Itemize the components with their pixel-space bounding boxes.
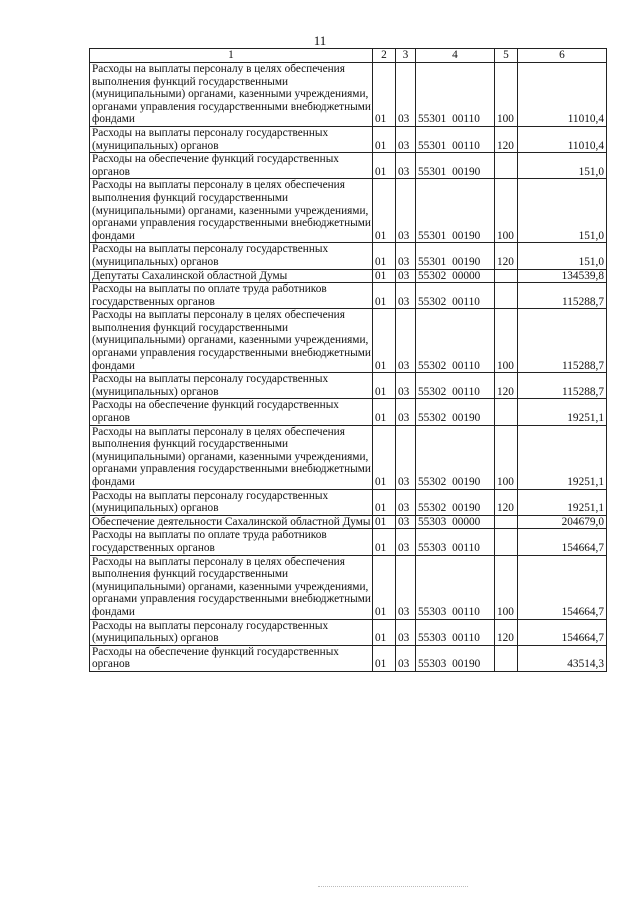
col-header-1: 1 xyxy=(90,49,373,63)
table-row xyxy=(90,373,607,399)
cell-c4: 55301 00190 xyxy=(416,153,495,179)
col-header-5: 5 xyxy=(495,49,518,63)
header-row xyxy=(90,49,607,63)
cell-c3: 03 xyxy=(396,309,416,373)
table-row xyxy=(90,126,607,152)
cell-c2: 01 xyxy=(373,373,396,399)
cell-c6: 115288,7 xyxy=(518,309,607,373)
cell-c5: 120 xyxy=(495,373,518,399)
cell-c5 xyxy=(495,399,518,425)
table-row xyxy=(90,489,607,515)
cell-c2: 01 xyxy=(373,309,396,373)
cell-name: Расходы на обеспечение функций государственных органов xyxy=(90,399,373,425)
cell-c4: 55302 00190 xyxy=(416,399,495,425)
cell-c2: 01 xyxy=(373,515,396,529)
cell-name: Расходы на выплаты персоналу государственных (муниципальных) органов xyxy=(90,126,373,152)
cell-name: Расходы на обеспечение функций государственных органов xyxy=(90,153,373,179)
cell-c3: 03 xyxy=(396,515,416,529)
cell-c6: 204679,0 xyxy=(518,515,607,529)
cell-c4: 55303 00190 xyxy=(416,645,495,671)
cell-c6: 151,0 xyxy=(518,243,607,269)
cell-c5 xyxy=(495,283,518,309)
cell-c3: 03 xyxy=(396,555,416,619)
cell-c3: 03 xyxy=(396,529,416,555)
cell-c6: 11010,4 xyxy=(518,126,607,152)
cell-name: Депутаты Сахалинской областной Думы xyxy=(90,269,373,283)
table-row xyxy=(90,529,607,555)
cell-c2: 01 xyxy=(373,529,396,555)
cell-c2: 01 xyxy=(373,555,396,619)
cell-c2: 01 xyxy=(373,243,396,269)
cell-c4: 55302 00110 xyxy=(416,283,495,309)
cell-name: Расходы на выплаты по оплате труда работников государственных органов xyxy=(90,529,373,555)
cell-c5: 100 xyxy=(495,63,518,127)
cell-c3: 03 xyxy=(396,425,416,489)
cell-name: Расходы на выплаты персоналу государственных (муниципальных) органов xyxy=(90,243,373,269)
cell-c6: 151,0 xyxy=(518,153,607,179)
cell-c4: 55301 00110 xyxy=(416,63,495,127)
cell-c3: 03 xyxy=(396,179,416,243)
budget-table xyxy=(89,48,607,672)
cell-c2: 01 xyxy=(373,179,396,243)
cell-c6: 115288,7 xyxy=(518,373,607,399)
cell-c2: 01 xyxy=(373,126,396,152)
cell-c5: 120 xyxy=(495,619,518,645)
cell-name: Расходы на выплаты по оплате труда работников государственных органов xyxy=(90,283,373,309)
cell-c6: 19251,1 xyxy=(518,425,607,489)
table-row xyxy=(90,645,607,671)
cell-c4: 55301 00110 xyxy=(416,126,495,152)
cell-c4: 55301 00190 xyxy=(416,179,495,243)
table-row xyxy=(90,619,607,645)
cell-c3: 03 xyxy=(396,645,416,671)
cell-c3: 03 xyxy=(396,63,416,127)
cell-c6: 134539,8 xyxy=(518,269,607,283)
cell-name: Расходы на выплаты персоналу в целях обеспечения выполнения функций государственными (муниципальными) органами, казенными учреждениями, органами управления государственными внебюджетными фондами xyxy=(90,425,373,489)
cell-c3: 03 xyxy=(396,373,416,399)
table-row xyxy=(90,153,607,179)
cell-c4: 55303 00000 xyxy=(416,515,495,529)
cell-name: Расходы на выплаты персоналу государственных (муниципальных) органов xyxy=(90,489,373,515)
cell-c2: 01 xyxy=(373,283,396,309)
cell-c5: 100 xyxy=(495,555,518,619)
cell-c4: 55302 00110 xyxy=(416,309,495,373)
cell-c5 xyxy=(495,529,518,555)
cell-name: Обеспечение деятельности Сахалинской областной Думы xyxy=(90,515,373,529)
cell-c6: 115288,7 xyxy=(518,283,607,309)
cell-c4: 55302 00190 xyxy=(416,489,495,515)
table-row xyxy=(90,425,607,489)
cell-name: Расходы на выплаты персоналу в целях обеспечения выполнения функций государственными (муниципальными) органами, казенными учреждениями, органами управления государственными внебюджетными фондами xyxy=(90,309,373,373)
cell-c5: 100 xyxy=(495,179,518,243)
table-row xyxy=(90,515,607,529)
col-header-4: 4 xyxy=(416,49,495,63)
cell-c4: 55303 00110 xyxy=(416,619,495,645)
table-row xyxy=(90,399,607,425)
cell-c4: 55302 00000 xyxy=(416,269,495,283)
col-header-3: 3 xyxy=(396,49,416,63)
col-header-2: 2 xyxy=(373,49,396,63)
cell-c4: 55303 00110 xyxy=(416,555,495,619)
table-row xyxy=(90,555,607,619)
cell-c2: 01 xyxy=(373,489,396,515)
cell-name: Расходы на выплаты персоналу государственных (муниципальных) органов xyxy=(90,373,373,399)
cell-c6: 19251,1 xyxy=(518,399,607,425)
cell-c5 xyxy=(495,515,518,529)
cell-c5 xyxy=(495,153,518,179)
cell-c4: 55302 00190 xyxy=(416,425,495,489)
cell-c6: 151,0 xyxy=(518,179,607,243)
cell-name: Расходы на выплаты персоналу в целях обеспечения выполнения функций государственными (муниципальными) органами, казенными учреждениями, органами управления государственными внебюджетными фондами xyxy=(90,179,373,243)
cell-c2: 01 xyxy=(373,619,396,645)
cell-c5: 120 xyxy=(495,243,518,269)
cell-name: Расходы на выплаты персоналу государственных (муниципальных) органов xyxy=(90,619,373,645)
cell-c2: 01 xyxy=(373,645,396,671)
cell-c5: 120 xyxy=(495,489,518,515)
cell-name: Расходы на выплаты персоналу в целях обеспечения выполнения функций государственными (муниципальными) органами, казенными учреждениями, органами управления государственными внебюджетными фондами xyxy=(90,63,373,127)
cell-c6: 154664,7 xyxy=(518,555,607,619)
cell-c6: 43514,3 xyxy=(518,645,607,671)
cell-c5: 120 xyxy=(495,126,518,152)
cell-c6: 19251,1 xyxy=(518,489,607,515)
cell-c2: 01 xyxy=(373,399,396,425)
table-row xyxy=(90,283,607,309)
col-header-6: 6 xyxy=(518,49,607,63)
table-row xyxy=(90,179,607,243)
cell-c3: 03 xyxy=(396,269,416,283)
cell-c3: 03 xyxy=(396,243,416,269)
cell-c2: 01 xyxy=(373,425,396,489)
cell-c3: 03 xyxy=(396,489,416,515)
cell-c3: 03 xyxy=(396,399,416,425)
cell-c5 xyxy=(495,645,518,671)
cell-c4: 55303 00110 xyxy=(416,529,495,555)
cell-c2: 01 xyxy=(373,63,396,127)
cell-c6: 11010,4 xyxy=(518,63,607,127)
cell-c4: 55302 00110 xyxy=(416,373,495,399)
cell-c3: 03 xyxy=(396,619,416,645)
cell-c6: 154664,7 xyxy=(518,529,607,555)
cell-c4: 55301 00190 xyxy=(416,243,495,269)
cell-c3: 03 xyxy=(396,153,416,179)
cell-c5: 100 xyxy=(495,309,518,373)
cell-c2: 01 xyxy=(373,153,396,179)
table-row xyxy=(90,243,607,269)
table-row xyxy=(90,309,607,373)
cell-c6: 154664,7 xyxy=(518,619,607,645)
table-row xyxy=(90,269,607,283)
cell-c5 xyxy=(495,269,518,283)
cell-c5: 100 xyxy=(495,425,518,489)
table-row xyxy=(90,63,607,127)
cell-name: Расходы на выплаты персоналу в целях обеспечения выполнения функций государственными (муниципальными) органами, казенными учреждениями, органами управления государственными внебюджетными фондами xyxy=(90,555,373,619)
cell-c2: 01 xyxy=(373,269,396,283)
cell-c3: 03 xyxy=(396,283,416,309)
page-number: 11 xyxy=(313,33,327,48)
cell-name: Расходы на обеспечение функций государственных органов xyxy=(90,645,373,671)
scan-artifact xyxy=(318,886,468,889)
cell-c3: 03 xyxy=(396,126,416,152)
